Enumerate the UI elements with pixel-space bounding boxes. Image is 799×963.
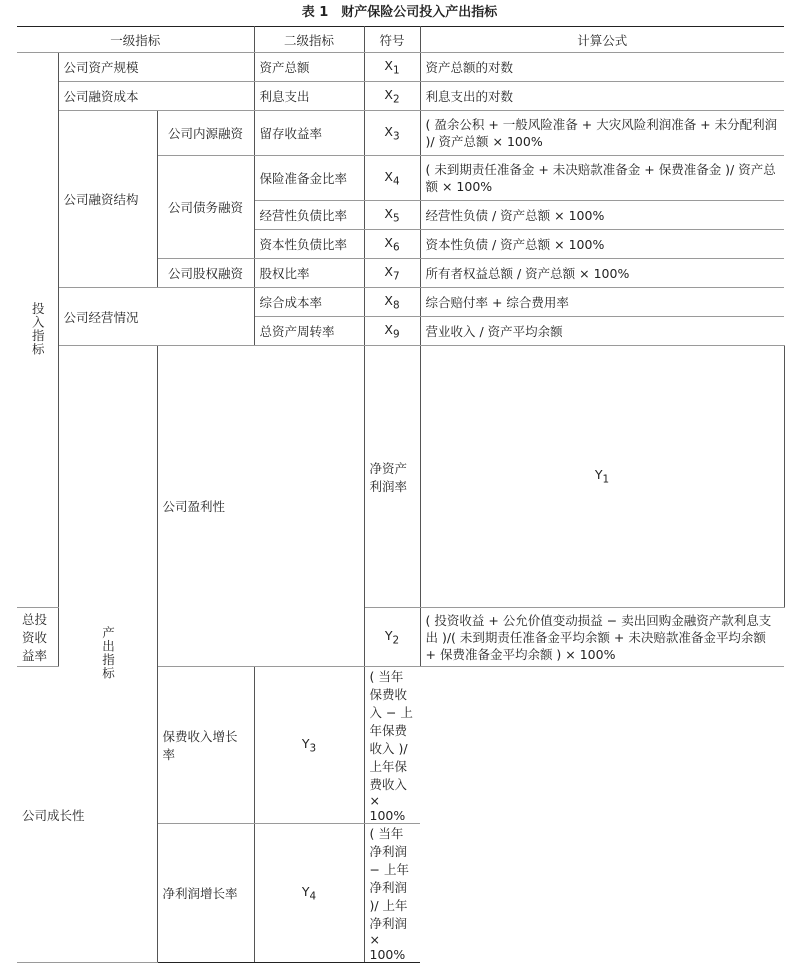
level2-cell: 净资产利润率 [364, 346, 420, 608]
level1-cell: 公司经营情况 [58, 288, 254, 346]
level2-cell: 留存收益率 [254, 111, 364, 156]
formula-cell: ( 未到期责任准备金 + 未决赔款准备金 + 保费准备金 )/ 资产总额 × 100% [420, 156, 784, 201]
symbol-cell: $X_6$ [364, 230, 420, 259]
table-row [17, 82, 784, 111]
category-output: 产出指标 [58, 346, 157, 963]
symbol-cell: $X_1$ [364, 53, 420, 82]
table-row [17, 111, 784, 156]
symbol-cell: $X_5$ [364, 201, 420, 230]
level2-cell: 保险准备金比率 [254, 156, 364, 201]
formula-cell: ( 当年保费收入 − 上年保费收入 )/ 上年保费收入 × 100% [364, 667, 420, 824]
header-row [17, 27, 784, 53]
level1-cell: 公司盈利性 [157, 346, 364, 667]
symbol-cell: $Y_4$ [254, 824, 364, 963]
level2-cell: 保费收入增长率 [157, 667, 254, 824]
formula-cell: 利息支出的对数 [420, 82, 784, 111]
sub-level-cell: 公司股权融资 [157, 259, 254, 288]
level2-cell: 经营性负债比率 [254, 201, 364, 230]
level1-cell: 公司融资成本 [58, 82, 254, 111]
formula-cell: 资本性负债 / 资产总额 × 100% [420, 230, 784, 259]
formula-cell: 营业收入 / 资产平均余额 [420, 317, 784, 346]
table-row [17, 53, 784, 82]
formula-cell: ( 盈余公积 + 一般风险准备 + 大灾风险利润准备 + 未分配利润 )/ 资产总额 × 100% [420, 111, 784, 156]
header-symbol: 符号 [364, 27, 420, 53]
level2-cell: 净利润增长率 [157, 824, 254, 963]
level1-cell: 公司融资结构 [58, 111, 157, 288]
symbol-cell: $X_9$ [364, 317, 420, 346]
formula-cell: 资产总额的对数 [420, 53, 784, 82]
formula-cell: 所有者权益总额 / 资产总额 × 100% [420, 259, 784, 288]
level1-cell: 公司成长性 [17, 667, 157, 963]
table-title: 表 1 财产保险公司投入产出指标 [301, 5, 498, 20]
symbol-cell: $X_3$ [364, 111, 420, 156]
table-row [17, 667, 784, 824]
table-row [17, 288, 784, 317]
level2-cell: 资本性负债比率 [254, 230, 364, 259]
symbol-cell: $Y_3$ [254, 667, 364, 824]
sub-level-cell: 公司内源融资 [157, 111, 254, 156]
symbol-cell: $Y_2$ [364, 608, 420, 667]
header-formula: 计算公式 [420, 27, 784, 53]
formula-cell: 综合赔付率 + 综合费用率 [420, 288, 784, 317]
header-level2: 二级指标 [254, 27, 364, 53]
level2-cell: 资产总额 [254, 53, 364, 82]
symbol-cell: $X_7$ [364, 259, 420, 288]
level2-cell: 股权比率 [254, 259, 364, 288]
level2-cell: 综合成本率 [254, 288, 364, 317]
sub-level-cell: 公司债务融资 [157, 156, 254, 259]
symbol-cell: $X_8$ [364, 288, 420, 317]
level2-cell: 总资产周转率 [254, 317, 364, 346]
header-level1: 一级指标 [17, 27, 254, 53]
level2-cell: 总投资收益率 [17, 608, 58, 667]
category-input: 投入指标 [17, 53, 58, 608]
level1-cell: 公司资产规模 [58, 53, 254, 82]
formula-cell: 经营性负债 / 资产总额 × 100% [420, 201, 784, 230]
table-row [17, 346, 784, 608]
formula-cell: ( 投资收益 + 公允价值变动损益 − 卖出回购金融资产款利息支出 )/( 未到期责任准备金平均余额 + 未决赔款准备金平均余额 + 保费准备金平均余额 ) × 100% [420, 608, 784, 667]
symbol-cell: $X_2$ [364, 82, 420, 111]
formula-cell: ( 当年净利润 − 上年净利润 )/ 上年净利润 × 100% [364, 824, 420, 963]
indicator-table [17, 26, 784, 963]
symbol-cell: $X_4$ [364, 156, 420, 201]
symbol-cell: $Y_1$ [420, 346, 784, 608]
level2-cell: 利息支出 [254, 82, 364, 111]
